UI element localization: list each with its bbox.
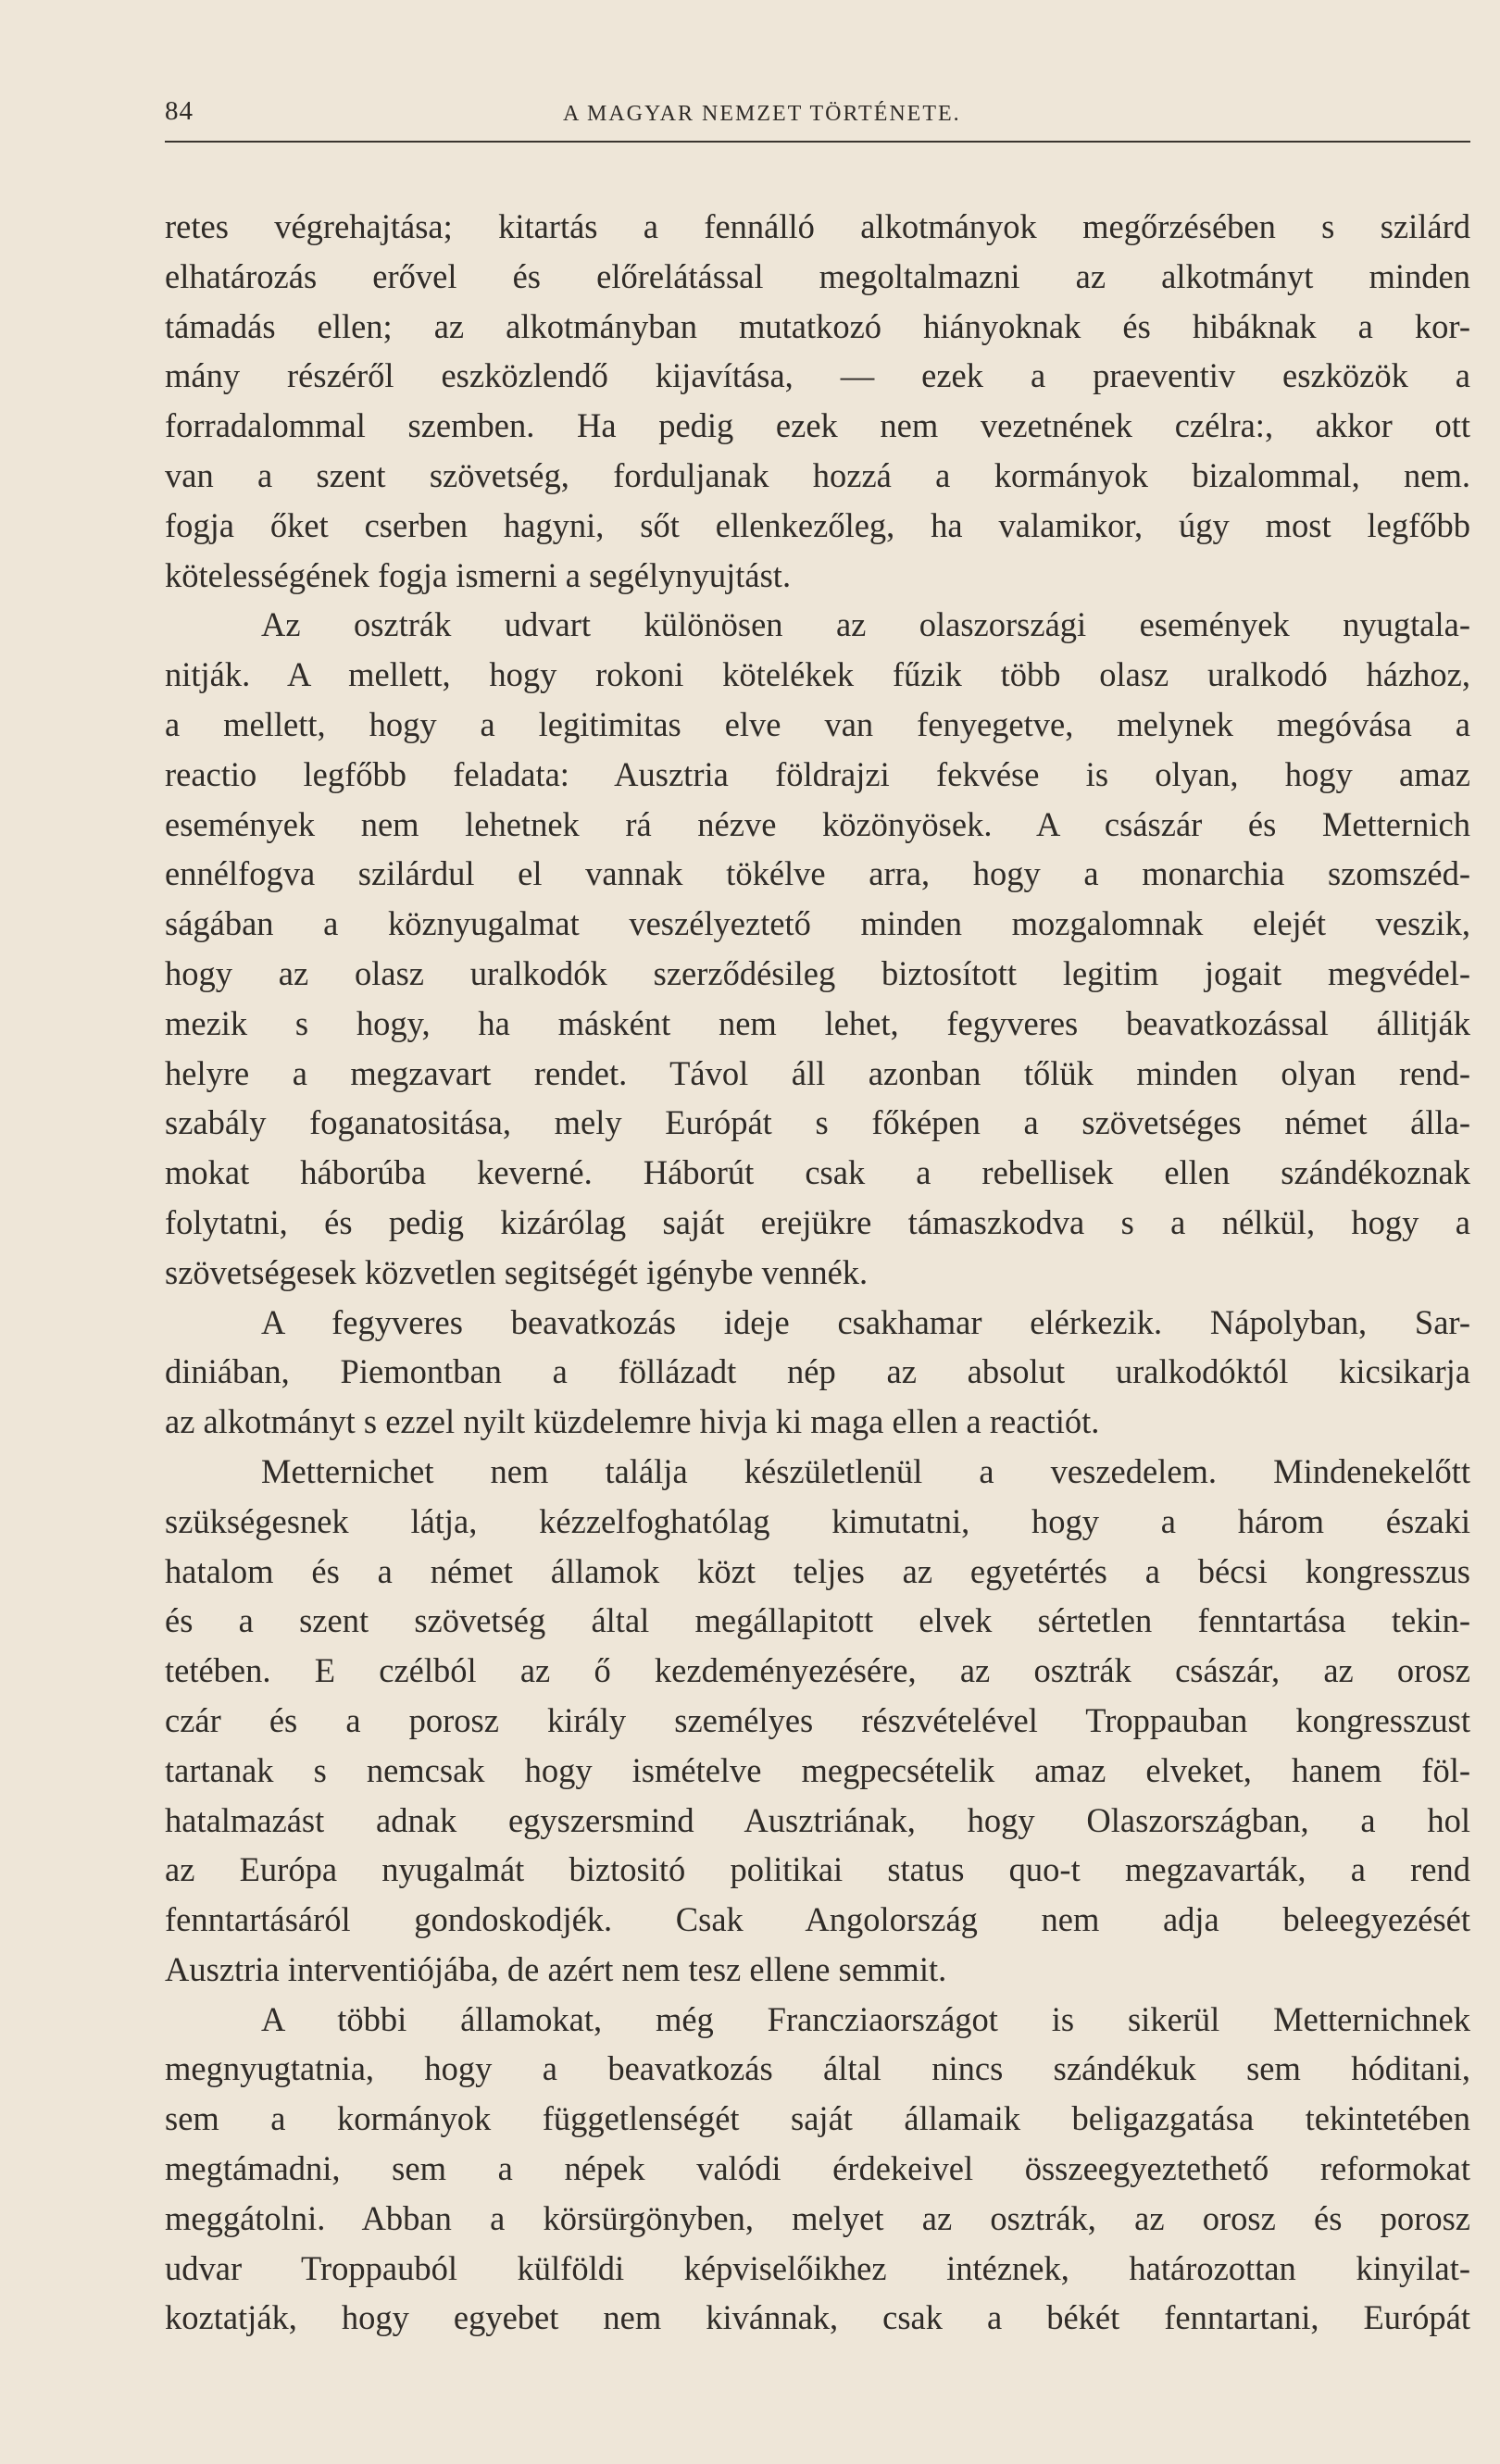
text-line: diniában, Piemontban a föllázadt nép az absolut uralkodóktól kicsikarja: [165, 1352, 1470, 1391]
text-line: hatalmazást adnak egyszersmind Ausztriának, hogy Olaszországban, a hol: [165, 1800, 1470, 1839]
text-line: fogja őket cserben hagyni, sőt ellenkezőleg, ha valamikor, úgy most legfőbb: [165, 505, 1470, 544]
text-line: ennélfogva szilárdul el vannak tökélve arra, hogy a monarchia szomszéd-: [165, 854, 1470, 893]
text-line: az Európa nyugalmát biztositó politikai status quo-t megzavarták, a rend: [165, 1850, 1470, 1889]
text-line: czár és a porosz király személyes részvételével Troppauban kongresszust: [165, 1700, 1470, 1739]
text-line: helyre a megzavart rendet. Távol áll azonban tőlük minden olyan rend-: [165, 1053, 1470, 1092]
text-line: meggátolni. Abban a körsürgönyben, melyet az osztrák, az orosz és porosz: [165, 2198, 1470, 2237]
text-line: események nem lehetnek rá nézve közönyösek. A császár és Metternich: [165, 804, 1470, 843]
text-line: megnyugtatnia, hogy a beavatkozás által nincs szándékuk sem hóditani,: [165, 2049, 1470, 2088]
text-line: Ausztria interventiójába, de azért nem tesz ellene semmit.: [165, 1949, 947, 1988]
text-line: koztatják, hogy egyebet nem kivánnak, csak a békét fenntartani, Európát: [165, 2298, 1470, 2337]
text-line: a mellett, hogy a legitimitas elve van fenyegetve, melynek megóvása a: [165, 704, 1470, 743]
text-line: az alkotmányt s ezzel nyilt küzdelemre hivja ki maga ellen a reactiót.: [165, 1402, 1100, 1441]
text-line: kötelességének fogja ismerni a segélynyujtást.: [165, 555, 792, 594]
text-line: sem a kormányok függetlenségét saját államaik beligazgatása tekintetében: [165, 2099, 1470, 2138]
text-line: mokat háborúba keverné. Háborút csak a rebellisek ellen szándékoznak: [165, 1153, 1470, 1192]
text-line: nitják. A mellett, hogy rokoni kötelékek fűzik több olasz uralkodó házhoz,: [165, 655, 1470, 694]
text-line: forradalommal szemben. Ha pedig ezek nem vezetnének czélra:, akkor ott: [165, 406, 1470, 445]
text-line: hogy az olasz uralkodók szerződésileg biztosított legitim jogait megvédel-: [165, 953, 1470, 992]
text-line: ságában a köznyugalmat veszélyeztető minden mozgalomnak elejét veszik,: [165, 904, 1470, 943]
text-line: Az osztrák udvart különösen az olaszországi események nyugtala-: [261, 605, 1470, 644]
text-line: szükségesnek látja, kézzelfoghatólag kimutatni, hogy a három északi: [165, 1501, 1470, 1540]
text-line: A többi államokat, még Francziaországot is sikerül Metternichnek: [261, 1999, 1470, 2038]
body-text: [165, 202, 1470, 2343]
text-line: udvar Troppauból külföldi képviselőikhez intéznek, határozottan kinyilat-: [165, 2248, 1470, 2287]
text-line: retes végrehajtása; kitartás a fennálló alkotmányok megőrzésében s szilárd: [165, 207, 1470, 245]
text-line: elhatározás erővel és előrelátással megoltalmazni az alkotmányt minden: [165, 256, 1470, 295]
running-title: A MAGYAR NEMZET TÖRTÉNETE.: [563, 102, 961, 126]
text-line: hatalom és a német államok közt teljes az egyetértés a bécsi kongresszus: [165, 1551, 1470, 1590]
page-number: 84: [165, 96, 194, 126]
text-line: és a szent szövetség által megállapitott elvek sértetlen fenntartása tekin-: [165, 1601, 1470, 1640]
text-line: folytatni, és pedig kizárólag saját erejükre támaszkodva s a nélkül, hogy a: [165, 1202, 1470, 1241]
text-line: támadás ellen; az alkotmányban mutatkozó hiányoknak és hibáknak a kor-: [165, 306, 1470, 345]
text-line: szövetségesek közvetlen segitségét igénybe vennék.: [165, 1252, 869, 1291]
text-line: tartanak s nemcsak hogy ismételve megpecsételik amaz elveket, hanem föl-: [165, 1750, 1470, 1789]
running-header: [165, 93, 1470, 143]
text-line: Metternichet nem találja készületlenül a veszedelem. Mindenekelőtt: [261, 1451, 1470, 1490]
text-line: szabály foganatositása, mely Európát s főképen a szövetséges német álla-: [165, 1103, 1470, 1142]
text-line: mezik s hogy, ha másként nem lehet, fegyveres beavatkozással állitják: [165, 1003, 1470, 1042]
text-line: fenntartásáról gondoskodjék. Csak Angolország nem adja beleegyezését: [165, 1900, 1470, 1939]
text-line: A fegyveres beavatkozás ideje csakhamar elérkezik. Nápolyban, Sar-: [261, 1302, 1470, 1341]
text-line: van a szent szövetség, forduljanak hozzá a kormányok bizalommal, nem.: [165, 455, 1470, 494]
text-line: megtámadni, sem a népek valódi érdekeivel összeegyeztethető reformokat: [165, 2149, 1470, 2188]
text-line: reactio legfőbb feladata: Ausztria földrajzi fekvése is olyan, hogy amaz: [165, 754, 1470, 793]
text-line: mány részéről eszközlendő kijavítása, — ezek a praeventiv eszközök a: [165, 356, 1470, 395]
text-line: tetében. E czélból az ő kezdeményezésére, az osztrák császár, az orosz: [165, 1651, 1470, 1690]
